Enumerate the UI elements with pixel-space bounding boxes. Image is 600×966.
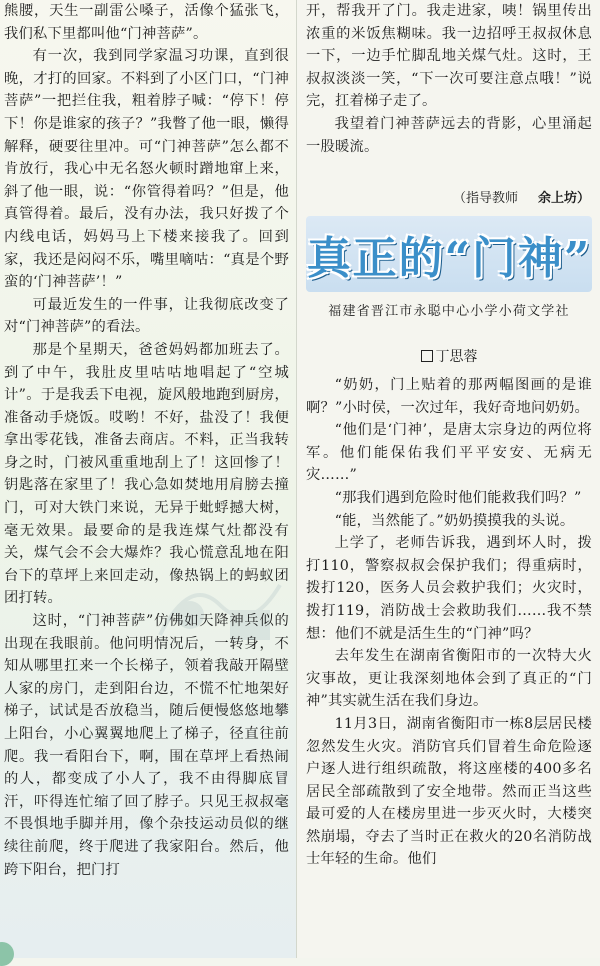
story2-author-name: 丁思蓉 (435, 349, 478, 365)
signature-name: 余上坊） (537, 191, 590, 206)
column-divider (296, 0, 297, 958)
story2-paragraph: “奶奶，门上贴着的那两幅图画的是谁啊？”小时侯，一次过年，我好奇地问奶奶。 (306, 377, 592, 416)
story2-body (306, 374, 592, 871)
story2-paragraph: 11月3日，湖南省衡阳市一栋8层居民楼忽然发生火灾。消防官兵们冒着生命危险逐户逐人进行组织疏散，将这座楼的400多名居民全部疏散到了安全地带。然而正当这些最可爱的人在楼房里进一步灭火时，大楼突然崩塌，夺去了当时正在救火的20名消防战士年轻的生命。他们 (306, 715, 592, 868)
story1-paragraph: 开，帮我开了门。我走进家，咦！锅里传出浓重的米饭焦糊味。我一边招呼王叔叔休息一下，一边手忙脚乱地关煤气灶。这时，王叔叔淡淡一笑，“下一次可要注意点哦！”说完，扛着梯子走了。 (306, 3, 592, 110)
story2-paragraph: 去年发生在湖南省衡阳市的一次特大火灾事故，更让我深刻地体会到了真正的“门神”其实就生活在我们身边。 (306, 648, 592, 710)
story1-paragraph: 我望着门神菩萨远去的背影，心里涌起一股暖流。 (306, 115, 592, 155)
story1-right-column (306, 0, 592, 158)
story1-left-column (4, 0, 289, 881)
story1-paragraph: 有一次，我到同学家温习功课，直到很晚，才打的回家。不料到了小区门口，“门神菩萨”一把拦住我，粗着脖子喊：“停下！停下！你是谁家的孩子？”我瞥了他一眼，懒得解释，硬要往里冲。可“门神菩萨”怎么都不肯放行，我心中无名怒火顿时蹭地窜上来，斜了他一眼，说：“你管得着吗？”但是，他真管得着。最后，没有办法，我只好拨了个内线电话，妈妈马上下楼来接我了。回到家，我还是闷闷不乐，嘴里嘀咕：“真是个野蛮的‘门神菩萨’！” (4, 48, 289, 291)
story1-paragraph: 可最近发生的一件事，让我彻底改变了对“门神菩萨”的看法。 (4, 296, 289, 336)
story2-paragraph: “他们是‘门神’，是唐太宗身边的两位将军。他们能保佑我们平平安安、无病无灾……” (306, 422, 592, 484)
story1-paragraph: 熊腰，天生一副雷公嗓子，活像个猛张飞，我们私下里都叫他“门神菩萨”。 (4, 3, 289, 42)
story2-paragraph: “那我们遇到危险时他们能救我们吗？” (334, 489, 582, 506)
teacher-signature (420, 187, 590, 206)
story2-school: 福建省晋江市永聪中心小学小荷文学社 (328, 304, 570, 319)
story2-paragraph: “能，当然能了。”奶奶摸摸我的头说。 (334, 512, 575, 529)
story2-author (306, 346, 592, 366)
story1-paragraph: 这时，“门神菩萨”仿佛如天降神兵似的出现在我眼前。他问明情况后，一转身，不知从哪里扛来一个长梯子，领着我敲开隔壁人家的房门，走到阳台边，不慌不忙地架好梯子，试试是否放稳当，随后便慢悠悠地攀上阳台，小心翼翼地爬上了梯子，径直往前爬。我一看阳台下，啊，围在草坪上看热闹的人，都变成了小人了，我不由得脚底冒汗，吓得连忙缩了回了脖子。只见王叔叔毫不畏惧地手脚并用，像个杂技运动员似的继续往前爬，终于爬进了我家阳台。然后，他跨下阳台，把门打 (4, 613, 289, 878)
story2-paragraph: 上学了，老师告诉我，遇到坏人时，拨打110，警察叔叔会保护我们；得重病时，拨打120，医务人员会救护我们；火灾时，拨打119，消防战士会救助我们……我不禁想：他们不就是活生生的“门神”吗？ (306, 535, 592, 642)
author-box-icon (421, 350, 433, 362)
signature-label: （指导教师 (452, 191, 518, 206)
story2-title-banner (306, 216, 592, 292)
story1-paragraph: 那是个星期天，爸爸妈妈都加班去了。到了中午，我肚皮里咕咕地唱起了“空城计”。于是我丢下电视，旋风般地跑到厨房，准备动手烧饭。哎哟！不好，盐没了！我便拿出零花钱，准备去商店。不料，正当我转身之时，门被风重重地刮上了！这回惨了！钥匙落在家里了！我心急如焚地用肩膀去撞门，可对大铁门来说，无异于蚍蜉撼大树，毫无效果。最要命的是我连煤气灶都没有关，煤气会不会大爆炸？我心慌意乱地在阳台下的草坪上来回走动，像热锅上的蚂蚁团团打转。 (4, 341, 289, 607)
story2-title: 真正的“门神” (306, 233, 592, 284)
